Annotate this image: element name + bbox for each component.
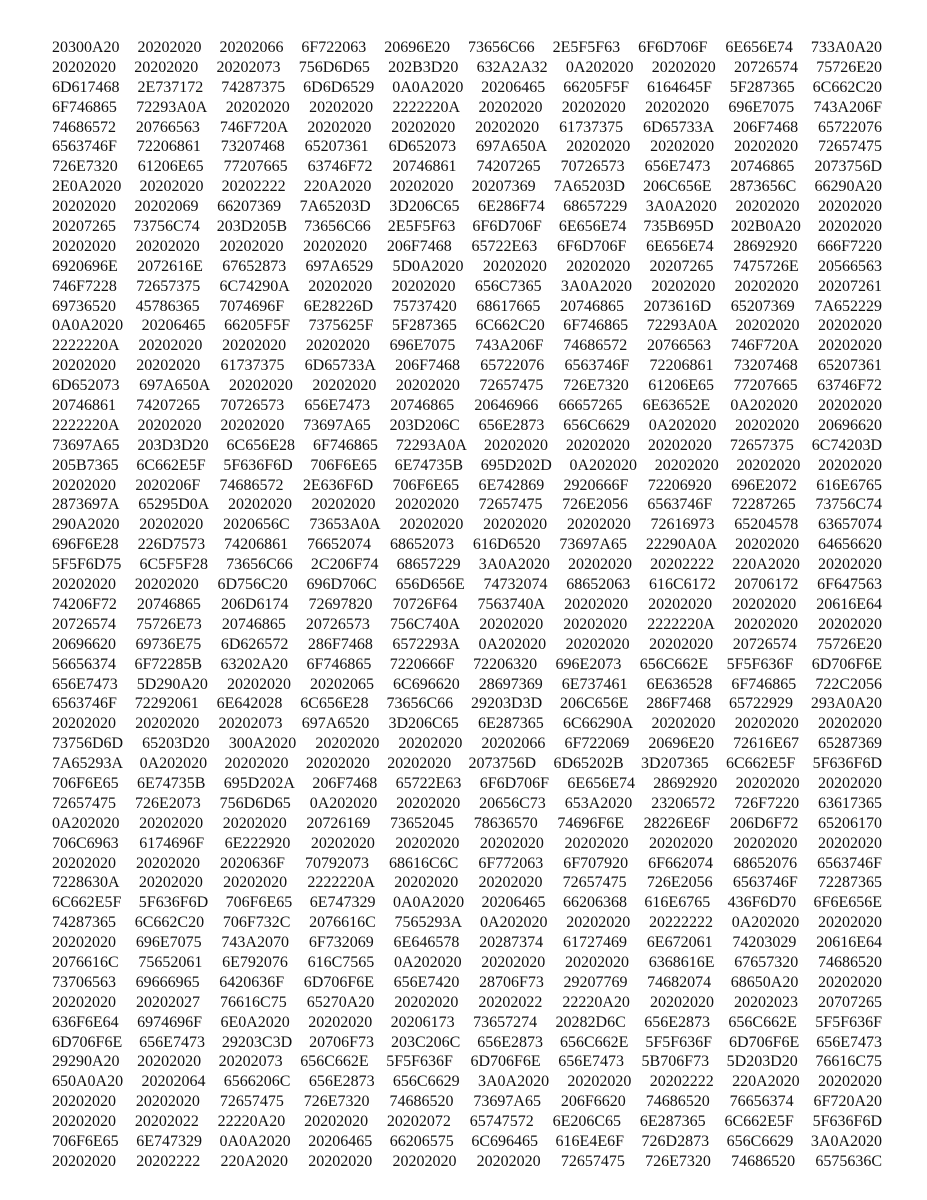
text-line: 6F746865 72293A0A 20202020 20202020 2222220A 20202020 20202020 20202020 696E7075 743A206F <box>52 98 882 116</box>
text-line: 2222220A 20202020 20202020 20202020 696E7075 743A206F 74686572 20766563 746F720A 20202020 <box>52 337 882 355</box>
text-line: 6C662E5F 5F636F6D 706F6E65 6E747329 0A0A2020 20206465 66206368 616E6765 436F6D70 6F6E656E <box>52 894 882 912</box>
text-line: 20202020 2020206F 74686572 2E636F6D 706F6E65 6E742869 2920666F 72206920 696E2072 616E6765 <box>52 476 882 494</box>
text-line: 20202020 20202020 6D756C20 696D706C 656D656E 74732074 68652063 616C6172 20706172 6F647563 <box>52 576 882 594</box>
text-line: 20202020 20202222 220A2020 20202020 20202020 20202020 72657475 726E7320 74686520 6575636C <box>52 1152 882 1170</box>
text-line: 2873697A 65295D0A 20202020 20202020 20202020 72657475 726E2056 6563746F 72287265 73756C74 <box>52 496 882 514</box>
text-line: 20300A20 20202020 20202066 6F722063 20696E20 73656C66 2E5F5F63 6F6D706F 6E656E74 733A0A20 <box>52 39 882 56</box>
text-line: 7A65293A 0A202020 20202020 20202020 20202020 2073756D 6D65202B 3D207365 6C662E5F 5F636F6D <box>52 755 882 773</box>
text-line: 2E0A2020 20202020 20202222 220A2020 20202020 20207369 7A65203D 206C656E 2873656C 66290A20 <box>52 178 882 196</box>
text-line: 73756D6D 65203D20 300A2020 20202020 20202020 20202066 6F722069 20696E20 72616E67 65287369 <box>52 735 882 753</box>
text-line: 20202020 20202020 2020636F 70792073 68616C6C 6F772063 6F707920 6F662074 68652076 6563746F <box>52 854 882 872</box>
text-line: 20202020 696E7075 743A2070 6F732069 6E646578 20287374 61727469 6E672061 74203029 20616E64 <box>52 934 882 952</box>
text-line: 6563746F 72292061 6E642028 6C656E28 73656C66 29203D3D 206C656E 286F7468 65722929 293A0A20 <box>52 695 882 713</box>
text-line: 20746861 74207265 70726573 656E7473 20746865 20646966 66657265 6E63652E 0A202020 20202020 <box>52 397 882 415</box>
text-line: 73706563 69666965 6420636F 6D706F6E 656E7420 28706F73 29207769 74682074 68650A20 20202020 <box>52 973 882 991</box>
text-line: 706F6E65 6E747329 0A0A2020 20206465 66206575 6C696465 616E4E6F 726D2873 656C6629 3A0A2020 <box>52 1132 882 1150</box>
text-line: 656E7473 5D290A20 20202020 20202065 6C696620 28697369 6E737461 6E636528 6F746865 722C2056 <box>52 675 882 693</box>
text-line: 20696620 69736E75 6D626572 286F7468 6572293A 0A202020 20202020 20202020 20726574 75726E20 <box>52 635 882 653</box>
text-line: 56656374 6F72285B 63202A20 6F746865 7220666F 72206320 696E2073 656C662E 5F5F636F 6D706F6E <box>52 655 882 673</box>
text-line: 29290A20 20202020 20202073 656C662E 5F5F636F 6D706F6E 656E7473 5B706F73 5D203D20 76616C75 <box>52 1053 882 1071</box>
document-page <box>52 38 882 1172</box>
text-line: 20726574 75726E73 20746865 20726573 756C740A 20202020 20202020 2222220A 20202020 20202020 <box>52 615 882 633</box>
text-line: 69736520 45786365 7074696F 6E28226D 75737420 68617665 20746865 2073616D 65207369 7A652229 <box>52 297 882 315</box>
text-line: 7228630A 20202020 20202020 2222220A 20202020 20202020 72657475 726E2056 6563746F 72287365 <box>52 874 882 892</box>
text-line: 0A0A2020 20206465 66205F5F 7375625F 5F287365 6C662C20 6F746865 72293A0A 20202020 20202020 <box>52 317 882 335</box>
text-line: 6D652073 697A650A 20202020 20202020 20202020 72657475 726E7320 61206E65 77207665 63746F72 <box>52 377 882 395</box>
text-line: 20207265 73756C74 203D205B 73656C66 2E5F5F63 6F6D706F 6E656E74 735B695D 202B0A20 20202020 <box>52 218 882 236</box>
text-line: 6563746F 72206861 73207468 65207361 6D652073 697A650A 20202020 20202020 20202020 72657475 <box>52 138 882 156</box>
text-line: 650A0A20 20202064 6566206C 656E2873 656C6629 3A0A2020 20202020 20202222 220A2020 20202020 <box>52 1073 882 1091</box>
text-line: 72657475 726E2073 756D6D65 0A202020 20202020 20656C73 653A2020 23206572 726F7220 63617365 <box>52 794 882 812</box>
text-line: 205B7365 6C662E5F 5F636F6D 706F6E65 6E74735B 695D202D 0A202020 20202020 20202020 20202020 <box>52 456 882 474</box>
text-line: 20202020 20202020 20202073 756D6D65 202B3D20 632A2A32 0A202020 20202020 20726574 75726E20 <box>52 58 882 76</box>
text-line: 2076616C 75652061 6E792076 616C7565 0A202020 20202020 20202020 6368616E 67657320 74686520 <box>52 953 882 971</box>
text-line: 6D706F6E 656E7473 29203C3D 20706F73 203C206C 656E2873 656C662E 5F5F636F 6D706F6E 656E7473 <box>52 1033 882 1051</box>
text-line: 636F6E64 6974696F 6E0A2020 20202020 20206173 73657274 20282D6C 656E2873 656C662E 5F5F636F <box>52 1013 882 1031</box>
text-line: 20202020 20202027 76616C75 65270A20 20202020 20202022 22220A20 20202020 20202023 20707265 <box>52 993 882 1011</box>
text-line: 74686572 20766563 746F720A 20202020 20202020 20202020 61737375 6D65733A 206F7468 65722076 <box>52 118 882 136</box>
text-line: 20202020 20202020 61737375 6D65733A 206F7468 65722076 6563746F 72206861 73207468 65207361 <box>52 357 882 375</box>
text-line: 6920696E 2072616E 67652873 697A6529 5D0A2020 20202020 20202020 20207265 7475726E 20566563 <box>52 257 882 275</box>
text-line: 696F6E28 226D7573 74206861 76652074 68652073 616D6520 73697A65 22290A0A 20202020 64656620 <box>52 536 882 554</box>
text-line: 726E7320 61206E65 77207665 63746F72 20746861 74207265 70726573 656E7473 20746865 2073756D <box>52 158 882 176</box>
text-line: 20202020 20202022 22220A20 20202020 20202072 65747572 6E206C65 6E287365 6C662E5F 5F636F6D <box>52 1113 882 1131</box>
text-line: 74287365 6C662C20 706F732C 2076616C 7565293A 0A202020 20202020 20222222 0A202020 20202020 <box>52 914 882 932</box>
text-line: 746F7228 72657375 6C74290A 20202020 20202020 656C7365 3A0A2020 20202020 20202020 20207261 <box>52 277 882 295</box>
text-line: 706F6E65 6E74735B 695D202A 206F7468 65722E63 6F6D706F 6E656E74 28692920 20202020 20202020 <box>52 774 882 792</box>
text-line: 290A2020 20202020 2020656C 73653A0A 20202020 20202020 20202020 72616973 65204578 63657074 <box>52 516 882 534</box>
text-line: 20202020 20202020 20202073 697A6520 3D206C65 6E287365 6C66290A 20202020 20202020 20202020 <box>52 715 882 733</box>
text-line: 2222220A 20202020 20202020 73697A65 203D206C 656E2873 656C6629 0A202020 20202020 20696620 <box>52 416 882 434</box>
text-line: 73697A65 203D3D20 6C656E28 6F746865 72293A0A 20202020 20202020 20202020 72657375 6C74203D <box>52 436 882 454</box>
text-line: 706C6963 6174696F 6E222920 20202020 20202020 20202020 20202020 20202020 20202020 20202020 <box>52 834 882 852</box>
text-line: 20202020 20202069 66207369 7A65203D 3D206C65 6E286F74 68657229 3A0A2020 20202020 20202020 <box>52 198 882 216</box>
text-line: 0A202020 20202020 20202020 20726169 73652045 78636570 74696F6E 28226E6F 206D6F72 65206170 <box>52 814 882 832</box>
text-line: 6D617468 2E737172 74287375 6D6D6529 0A0A2020 20206465 66205F5F 6164645F 5F287365 6C662C20 <box>52 78 882 96</box>
text-line: 74206F72 20746865 206D6174 72697820 70726F64 7563740A 20202020 20202020 20202020 20616E64 <box>52 595 882 613</box>
text-line: 20202020 20202020 72657475 726E7320 74686520 73697A65 206F6620 74686520 76656374 6F720A20 <box>52 1093 882 1111</box>
text-line: 20202020 20202020 20202020 20202020 206F7468 65722E63 6F6D706F 6E656E74 28692920 666F7220 <box>52 237 882 255</box>
text-line: 5F5F6D75 6C5F5F28 73656C66 2C206F74 68657229 3A0A2020 20202020 20202222 220A2020 20202020 <box>52 556 882 574</box>
